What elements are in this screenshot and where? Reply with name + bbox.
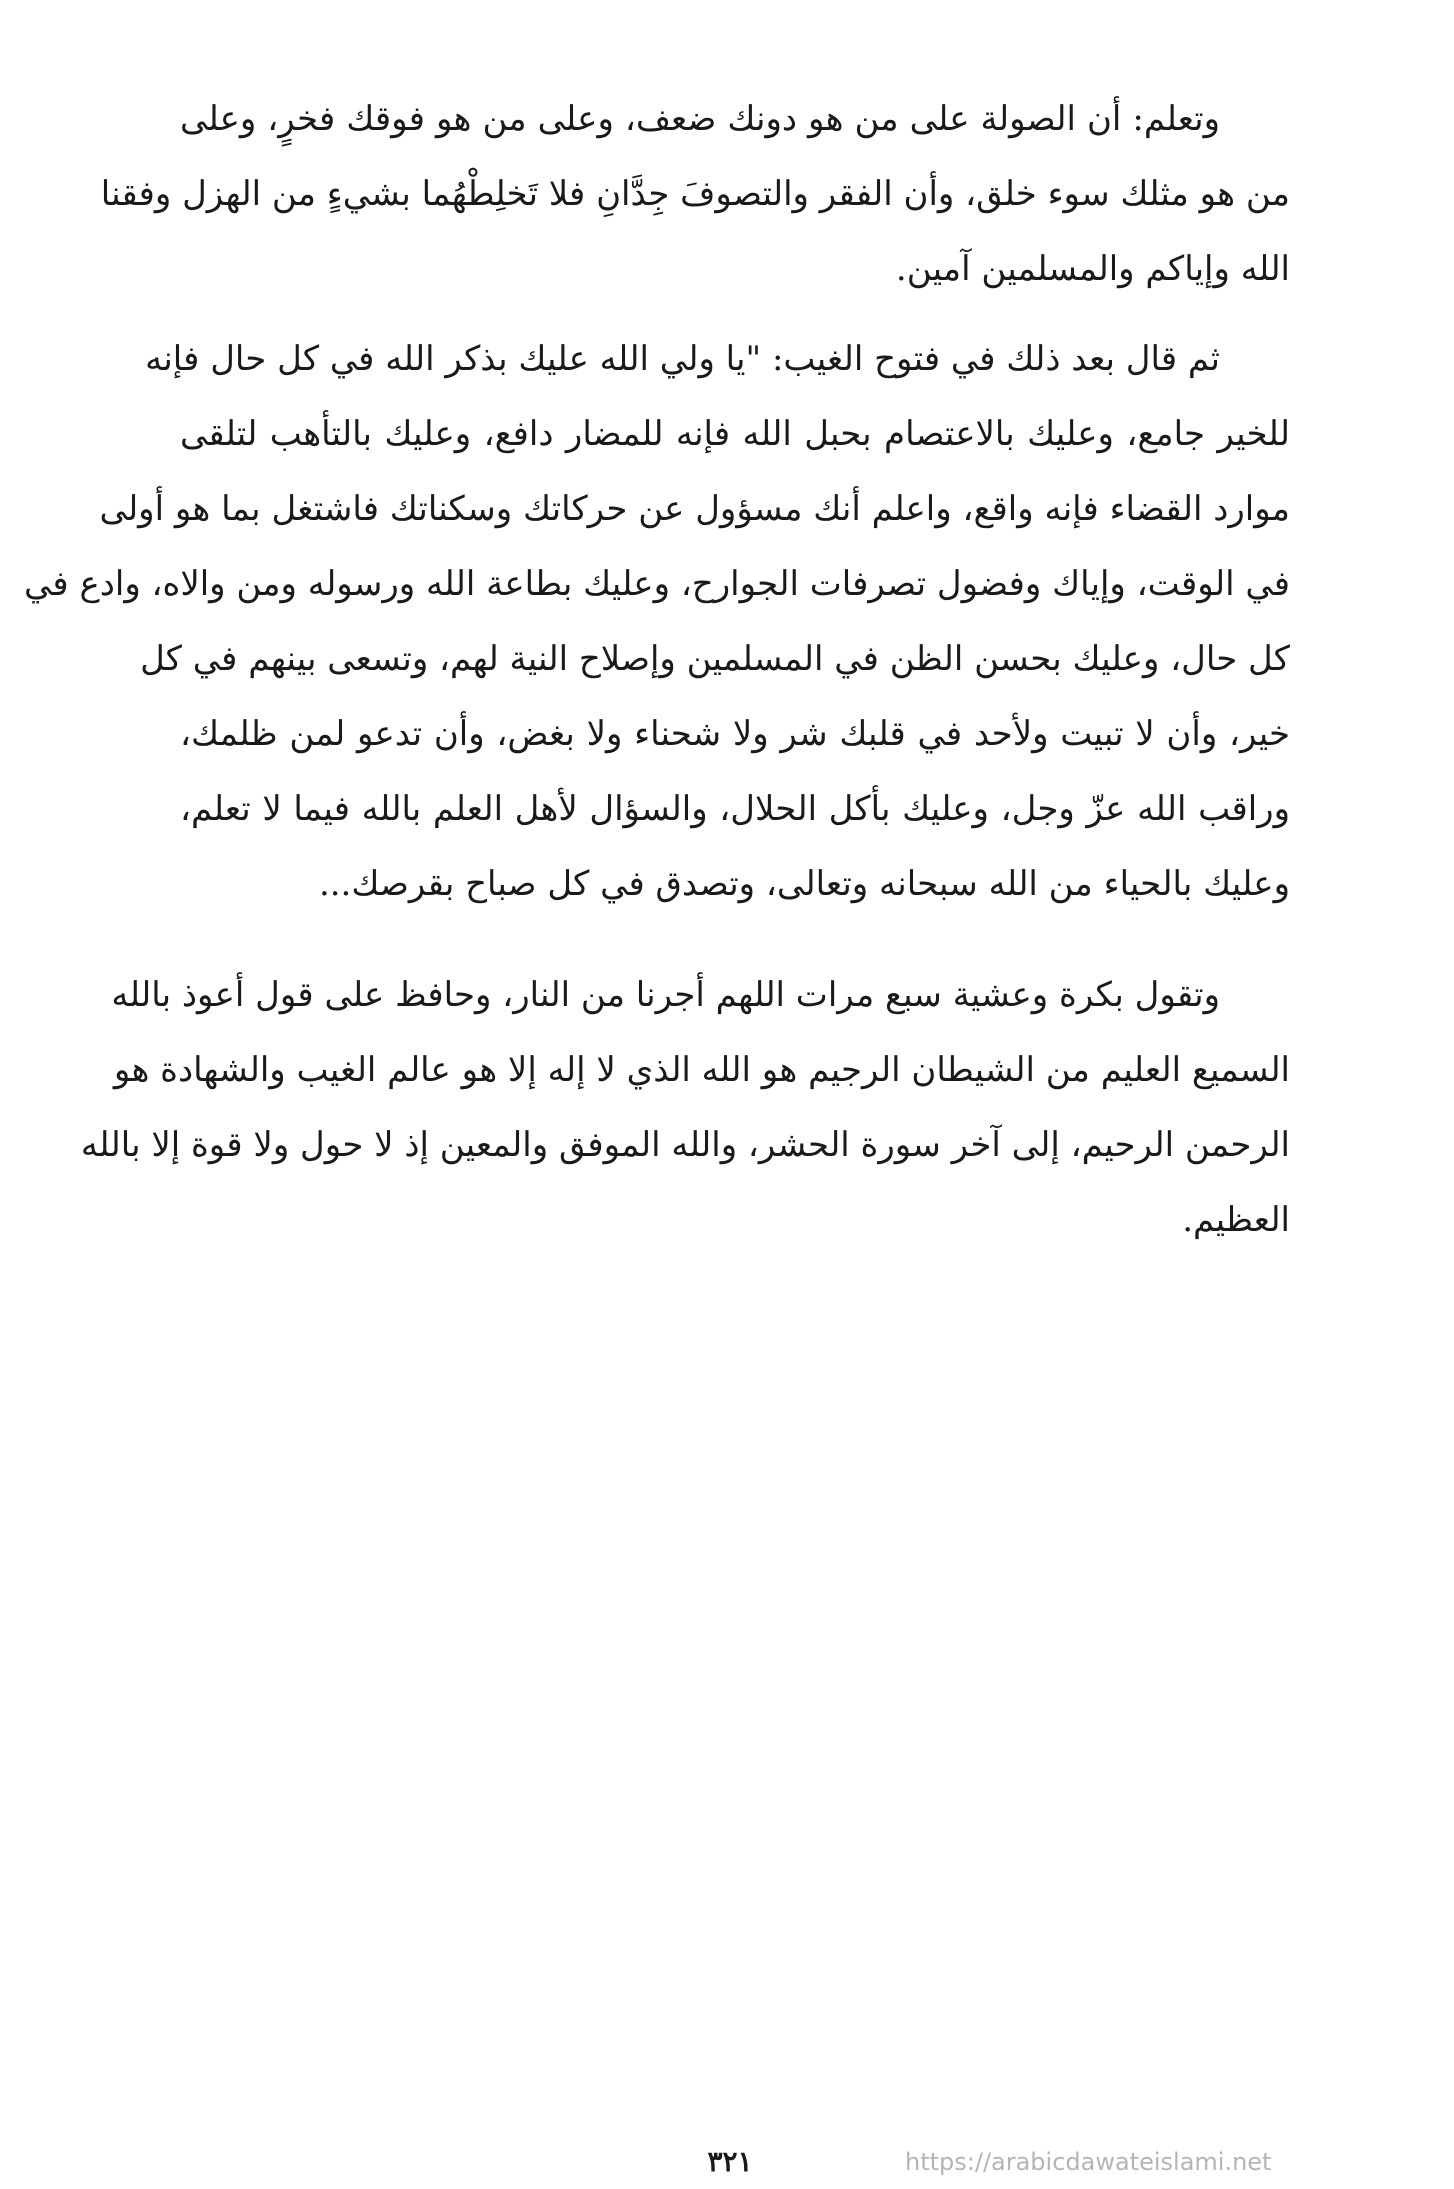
paragraph-line: كل حال، وعليك بحسن الظن في المسلمين وإصلاح النية لهم، وتسعى بينهم في كل — [140, 639, 1290, 679]
paragraph-line: في الوقت، وإياك وفضول تصرفات الجوارح، وعليك بطاعة الله ورسوله ومن والاه، وادع في — [24, 564, 1290, 604]
paragraph-3 — [80, 958, 1290, 1258]
paragraph-2 — [24, 322, 1290, 922]
paragraph-line: السميع العليم من الشيطان الرجيم هو الله الذي لا إله إلا هو عالم الغيب والشهادة هو — [113, 1050, 1290, 1090]
paragraph-line: وراقب الله عزّ وجل، وعليك بأكل الحلال، والسؤال لأهل العلم بالله فيما لا تعلم، — [180, 789, 1290, 829]
paragraph-line: الله وإياكم والمسلمين آمين. — [895, 249, 1290, 289]
paragraph-line: وتقول بكرة وعشية سبع مرات اللهم أجرنا من النار، وحافظ على قول أعوذ بالله — [111, 975, 1220, 1015]
paragraph-line: خير، وأن لا تبيت ولأحد في قلبك شر ولا شحناء ولا بغض، وأن تدعو لمن ظلمك، — [180, 714, 1290, 754]
paragraph-line: الرحمن الرحيم، إلى آخر سورة الحشر، والله الموفق والمعين إذ لا حول ولا قوة إلا بالله — [80, 1125, 1290, 1165]
paragraph-line: للخير جامع، وعليك بالاعتصام بحبل الله فإنه للمضار دافع، وعليك بالتأهب لتلقى — [180, 414, 1290, 454]
paragraph-line: العظيم. — [1182, 1200, 1290, 1240]
paragraph-1 — [100, 82, 1290, 307]
page-number: ٣٢١ — [707, 2145, 753, 2178]
paragraph-line: وعليك بالحياء من الله سبحانه وتعالى، وتصدق في كل صباح بقرصك... — [318, 864, 1290, 904]
paragraph-line: وتعلم: أن الصولة على من هو دونك ضعف، وعلى من هو فوقك فخرٍ، وعلى — [180, 99, 1220, 139]
paragraph-line: ثم قال بعد ذلك في فتوح الغيب: "يا ولي الله عليك بذكر الله في كل حال فإنه — [145, 339, 1220, 379]
watermark-url: https://arabicdawateislami.net — [905, 2148, 1272, 2176]
paragraph-line: موارد القضاء فإنه واقع، واعلم أنك مسؤول عن حركاتك وسكناتك فاشتغل بما هو أولى — [99, 489, 1290, 529]
paragraph-line: من هو مثلك سوء خلق، وأن الفقر والتصوفَ جِدَّانِ فلا تَخلِطْهُما بشيءٍ من الهزل وفقنا — [100, 174, 1290, 214]
